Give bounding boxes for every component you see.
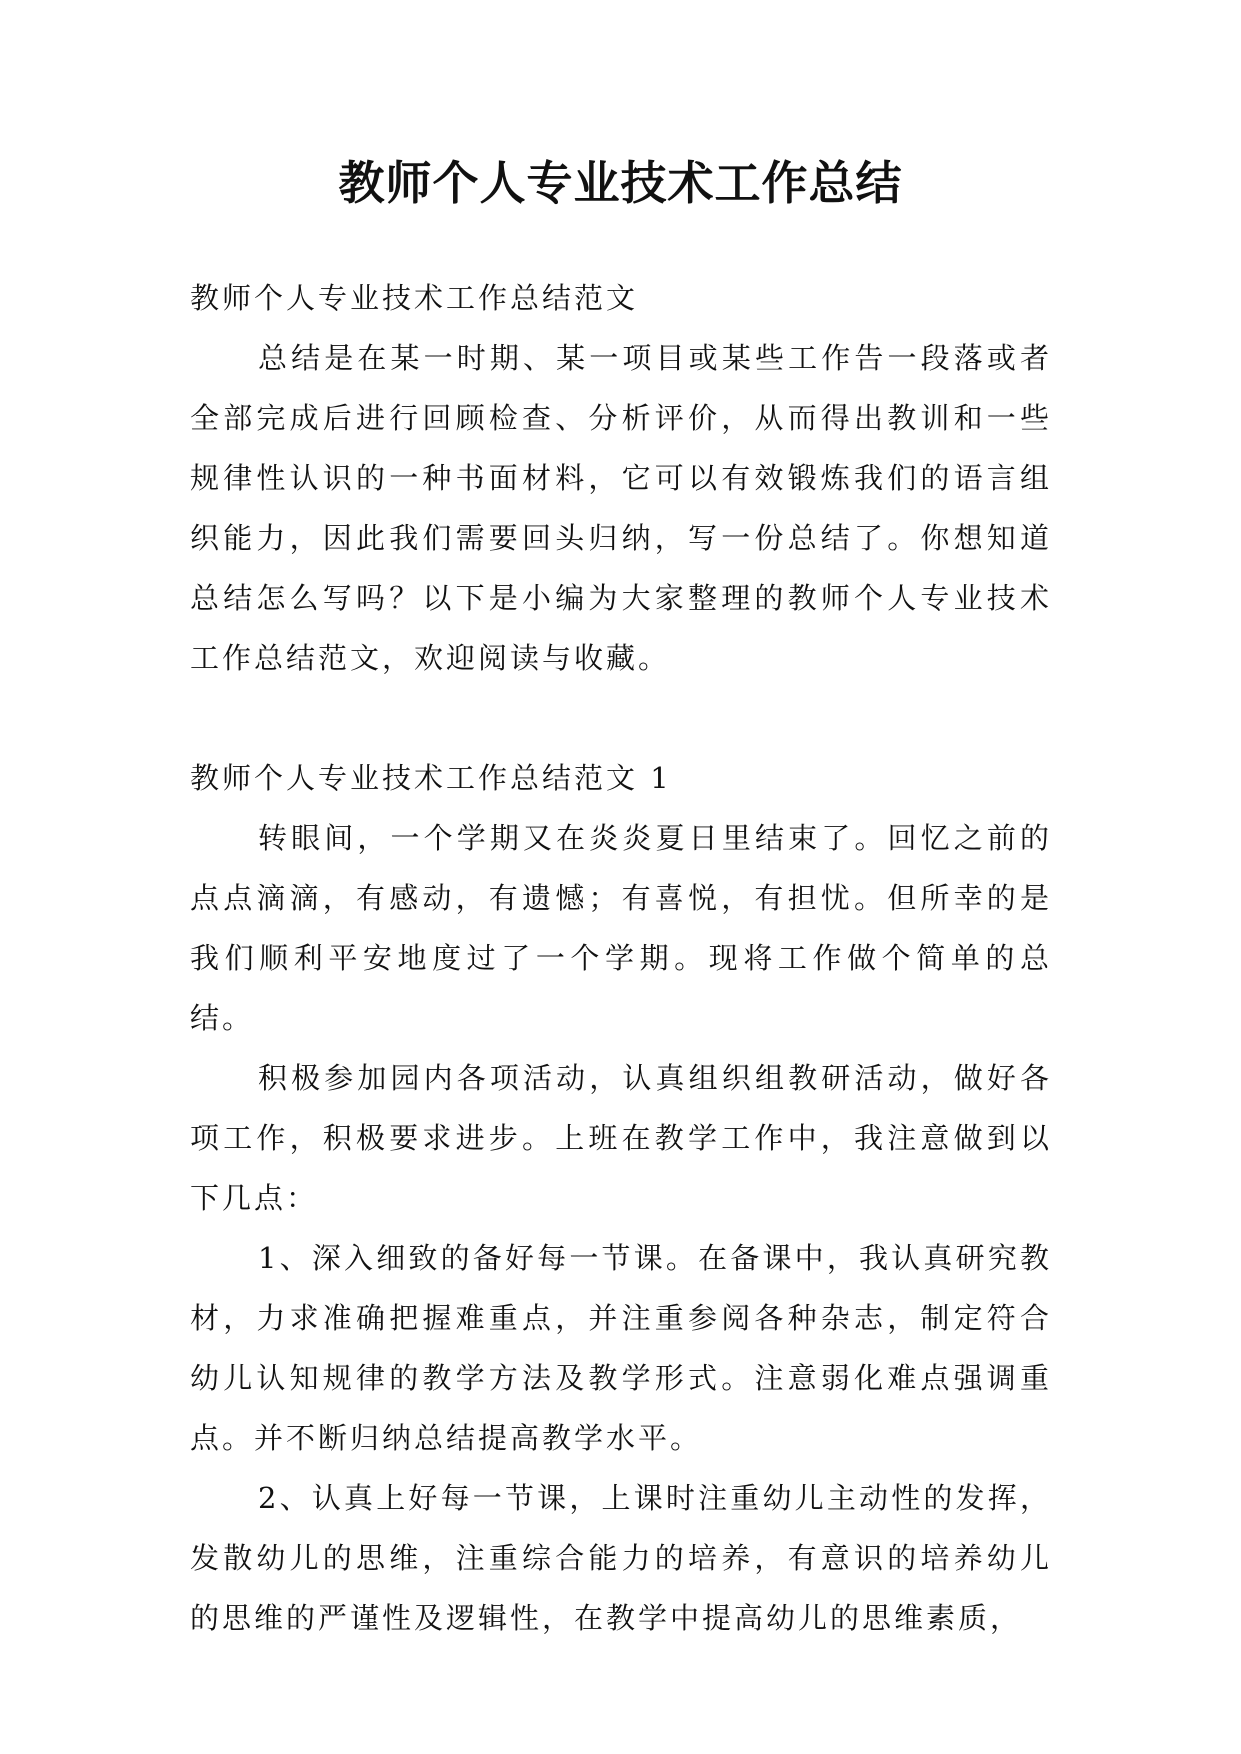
section-heading: 教师个人专业技术工作总结范文 1 (190, 761, 672, 795)
document-title: 教师个人专业技术工作总结 (338, 156, 903, 210)
paragraph: 积极参加园内各项活动，认真组织组教研活动，做好各项工作，积极要求进步。上班在教学工作中，我注意做到以下几点： (190, 1061, 1052, 1215)
paragraph: 总结是在某一时期、某一项目或某些工作告一段落或者全部完成后进行回顾检查、分析评价，从而得出教训和一些规律性认识的一种书面材料，它可以有效锻炼我们的语言组织能力，因此我们需要回头归纳，写一份总结了。你想知道总结怎么写吗？以下是小编为大家整理的教师个人专业技术工作总结范文，欢迎阅读与收藏。 (190, 341, 1052, 675)
paragraph: 1、深入细致的备好每一节课。在备课中，我认真研究教材，力求准确把握难重点，并注重参阅各种杂志，制定符合幼儿认知规律的教学方法及教学形式。注意弱化难点强调重点。并不断归纳总结提高教学水平。 (190, 1241, 1052, 1455)
paragraph: 2、认真上好每一节课，上课时注重幼儿主动性的发挥，发散幼儿的思维，注重综合能力的培养，有意识的培养幼儿的思维的严谨性及逻辑性，在教学中提高幼儿的思维素质， (190, 1481, 1052, 1635)
paragraph: 转眼间，一个学期又在炎炎夏日里结束了。回忆之前的点点滴滴，有感动，有遗憾；有喜悦，有担忧。但所幸的是我们顺利平安地度过了一个学期。现将工作做个简单的总结。 (190, 821, 1052, 1035)
section-heading: 教师个人专业技术工作总结范文 (190, 281, 639, 315)
blank-line (190, 688, 1052, 748)
document-body (190, 268, 1052, 1648)
